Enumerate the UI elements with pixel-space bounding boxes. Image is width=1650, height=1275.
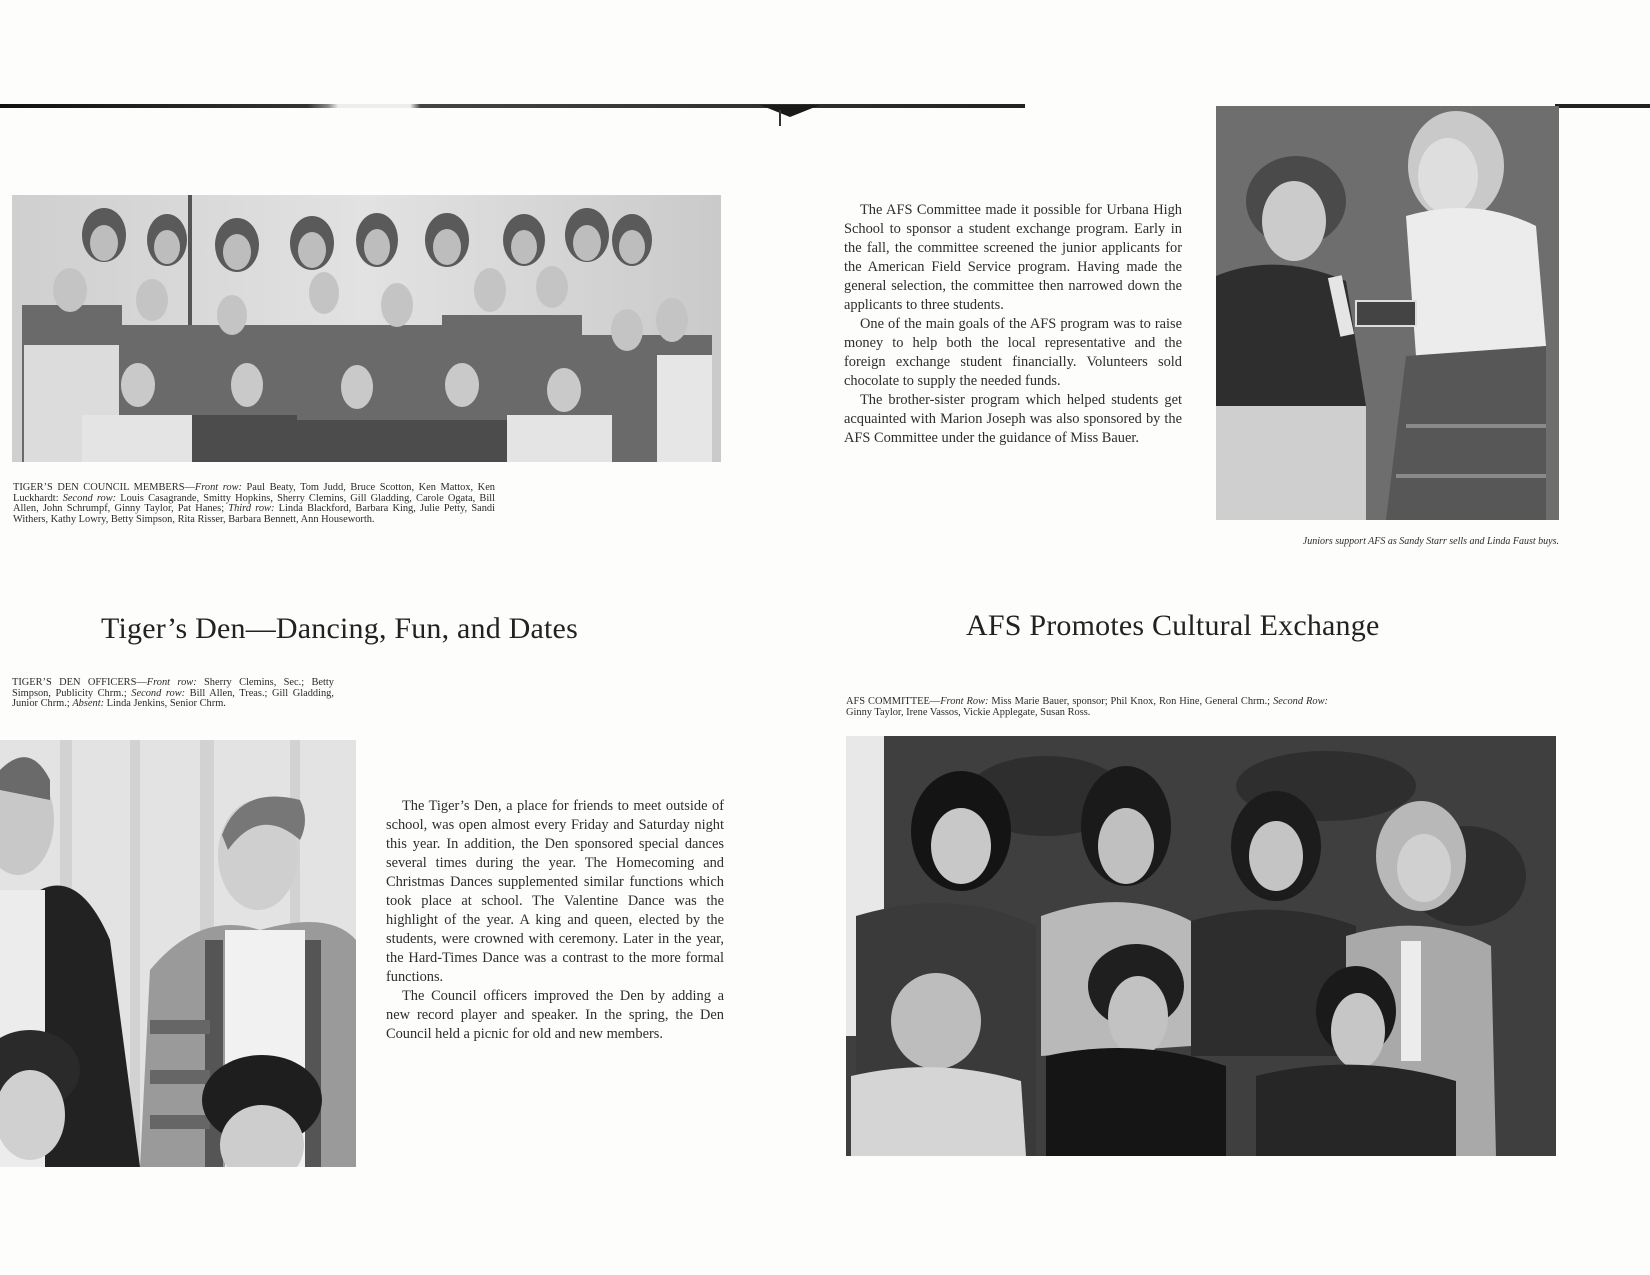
second-row-names: Louis Casagrande, Smitty Hopkins, Sherry Clemins, Gill Gladding, Carole Ogata, Bill Allen, John Schrumpf, Ginny Taylor, Pat Hanes;	[13, 492, 495, 515]
article-paragraph: The brother-sister program which helped students get acquainted with Marion Joseph was also sponsored by the AFS Committee under the guidance of Miss Bauer.	[844, 392, 1182, 446]
council-group-photo	[12, 195, 721, 462]
second-row-label: Second row:	[62, 492, 117, 504]
absent-label: Absent:	[72, 698, 105, 710]
front-row-label: Front row:	[146, 677, 197, 688]
third-row-names: Linda Blackford, Barbara King, Julie Petty, Sandi Withers, Kathy Lowry, Betty Simpson, Rita Risser, Barbara Bennett, Ann Houseworth.	[13, 503, 495, 525]
second-row-label: Second Row:	[1273, 696, 1328, 707]
officers-photo	[0, 740, 356, 1167]
gutter-line	[779, 110, 781, 126]
second-row-names: Bill Allen, Treas.; Gill Gladding, Junior Chrm.;	[12, 687, 334, 710]
front-row-names: Paul Beaty, Tom Judd, Bruce Scotton, Ken Mattox, Ken Luckhardt:	[13, 482, 495, 504]
afs-committee-caption	[846, 697, 1328, 718]
article-paragraph: The Council officers improved the Den by adding a new record player and speaker. In the spring, the Den Council held a picnic for old and new members.	[386, 988, 724, 1042]
article-paragraph: The Tiger’s Den, a place for friends to meet outside of school, was open almost every Friday and Saturday night this year. In addition, the Den sponsored special dances several times during the year. The Homecoming and Christmas Dances supplemented similar functions which took place at school. The Valentine Dance was the highlight of the year. A king and queen, elected by the students, were crowned with ceremony. Later in the year, the Hard-Times Dance was a contrast to the more formal functions.	[386, 798, 724, 985]
officers-caption	[12, 678, 334, 710]
third-row-label: Third row:	[228, 503, 275, 515]
article-paragraph: One of the main goals of the AFS program was to raise money to help both the local representative and the foreign exchange student financially. Volunteers sold chocolate to supply the needed funds.	[844, 316, 1182, 389]
front-row-label: Front row:	[194, 482, 242, 493]
chocolate-sale-caption: Juniors support AFS as Sandy Starr sells and Linda Faust buys.	[1302, 536, 1559, 547]
second-row-names: Ginny Taylor, Irene Vassos, Vickie Applegate, Susan Ross.	[846, 706, 1091, 718]
left-page-top-edge	[0, 104, 1025, 108]
council-caption-lead: TIGER’S DEN COUNCIL MEMBERS—	[13, 482, 195, 493]
front-row-label: Front Row:	[940, 696, 989, 707]
council-caption	[13, 483, 495, 525]
afs-headline: AFS Promotes Cultural Exchange	[966, 609, 1380, 642]
front-row-names: Miss Marie Bauer, sponsor; Phil Knox, Ron Hine, General Chrm.;	[988, 696, 1274, 707]
article-paragraph: The AFS Committee made it possible for Urbana High School to sponsor a student exchange program. Early in the fall, the committee screened the junior applicants for the American Field Service program. Having made the general selection, the committee then narrowed down the applicants to three students.	[844, 202, 1182, 313]
tigers-den-headline: Tiger’s Den—Dancing, Fun, and Dates	[101, 612, 578, 645]
front-row-names: Sherry Clemins, Sec.; Betty Simpson, Publicity Chrm.;	[12, 677, 335, 699]
afs-caption-lead: AFS COMMITTEE—	[846, 696, 941, 707]
absent-names: Linda Jenkins, Senior Chrm.	[104, 698, 226, 710]
officers-caption-lead: TIGER’S DEN OFFICERS—	[12, 677, 147, 688]
afs-committee-photo	[846, 736, 1556, 1156]
afs-article	[844, 201, 1182, 448]
gutter-notch	[760, 105, 820, 117]
second-row-label: Second row:	[131, 687, 186, 699]
right-page-top-edge	[1555, 104, 1650, 108]
tigers-den-article	[386, 797, 724, 1044]
chocolate-sale-photo	[1216, 106, 1559, 520]
